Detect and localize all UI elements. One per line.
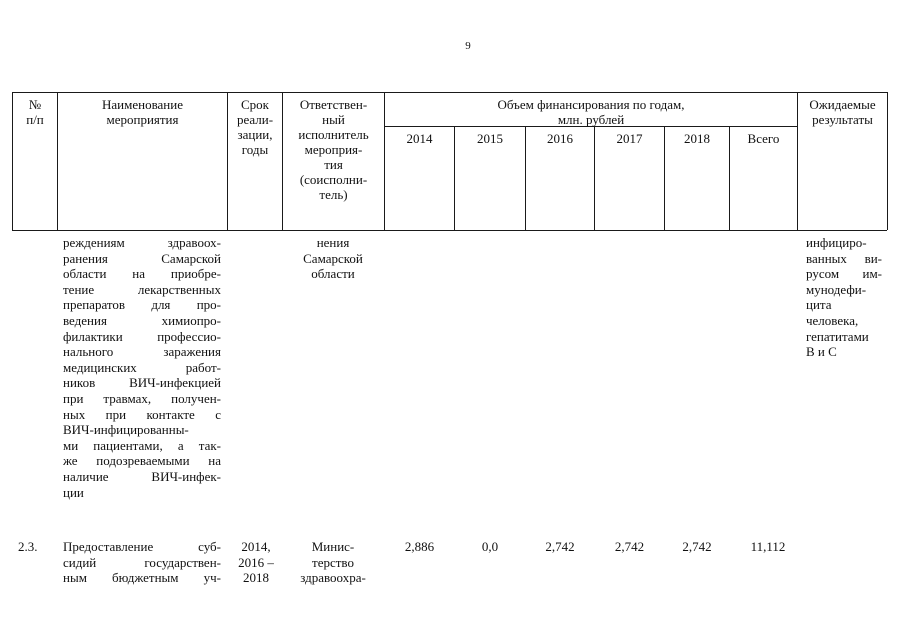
header-year-2017: 2017 [616, 131, 643, 146]
header-term: Срок реали- зации, годы [236, 97, 274, 157]
row-23-value-2018: 2,742 [682, 539, 712, 554]
row-23-value-2017: 2,742 [614, 539, 645, 554]
header-year-2016: 2016 [547, 131, 573, 146]
row-23-term-cell: 2014, 2016 – 2018 [238, 539, 274, 586]
header-total: Всего [747, 131, 780, 146]
header-executor: Ответствен- ный исполнитель мероприя- тия (соисполни- тель) [298, 97, 369, 202]
row-23-value-total: 11,112 [750, 539, 786, 554]
cont-results-cell: инфициро- ванных ви- русом им- мунодефи- цита человека, гепатитами В и С [806, 235, 882, 360]
header-year-2018: 2018 [684, 131, 710, 146]
row-23-num: 2.3. [18, 539, 38, 554]
cont-name-cell: реждениям здравоох- ранения Самарской области на приобре- тение лекарственных препаратов для про- ведения химиопро- филактики профессио- нального заражения медицинских работ- ников ВИЧ-инфекцией при травмах, получен- ных при контакте с ВИЧ-инфицированны- ми пациентами, а так- же подозреваемыми на наличие ВИЧ-инфек- ции [63, 235, 221, 500]
page-number: 9 [465, 40, 471, 52]
header-funding: Объем финансирования по годам, млн. рублей [497, 97, 685, 127]
header-num: № п/п [26, 97, 44, 127]
row-23-value-2016: 2,742 [545, 539, 575, 554]
row-23-value-2015: 0,0 [481, 539, 499, 554]
header-year-2015: 2015 [477, 131, 503, 146]
row-23-name-cell: Предоставление суб- сидий государствен- ным бюджетным уч- [63, 539, 221, 586]
header-year-2014: 2014 [406, 131, 433, 146]
header-name: Наименование мероприятия [102, 97, 183, 127]
cont-executor-cell: нения Самарской области [303, 235, 363, 282]
row-23-value-2014: 2,886 [404, 539, 435, 554]
row-23-executor-cell: Минис- терство здравоохра- [300, 539, 366, 586]
header-results: Ожидаемые результаты [809, 97, 876, 127]
